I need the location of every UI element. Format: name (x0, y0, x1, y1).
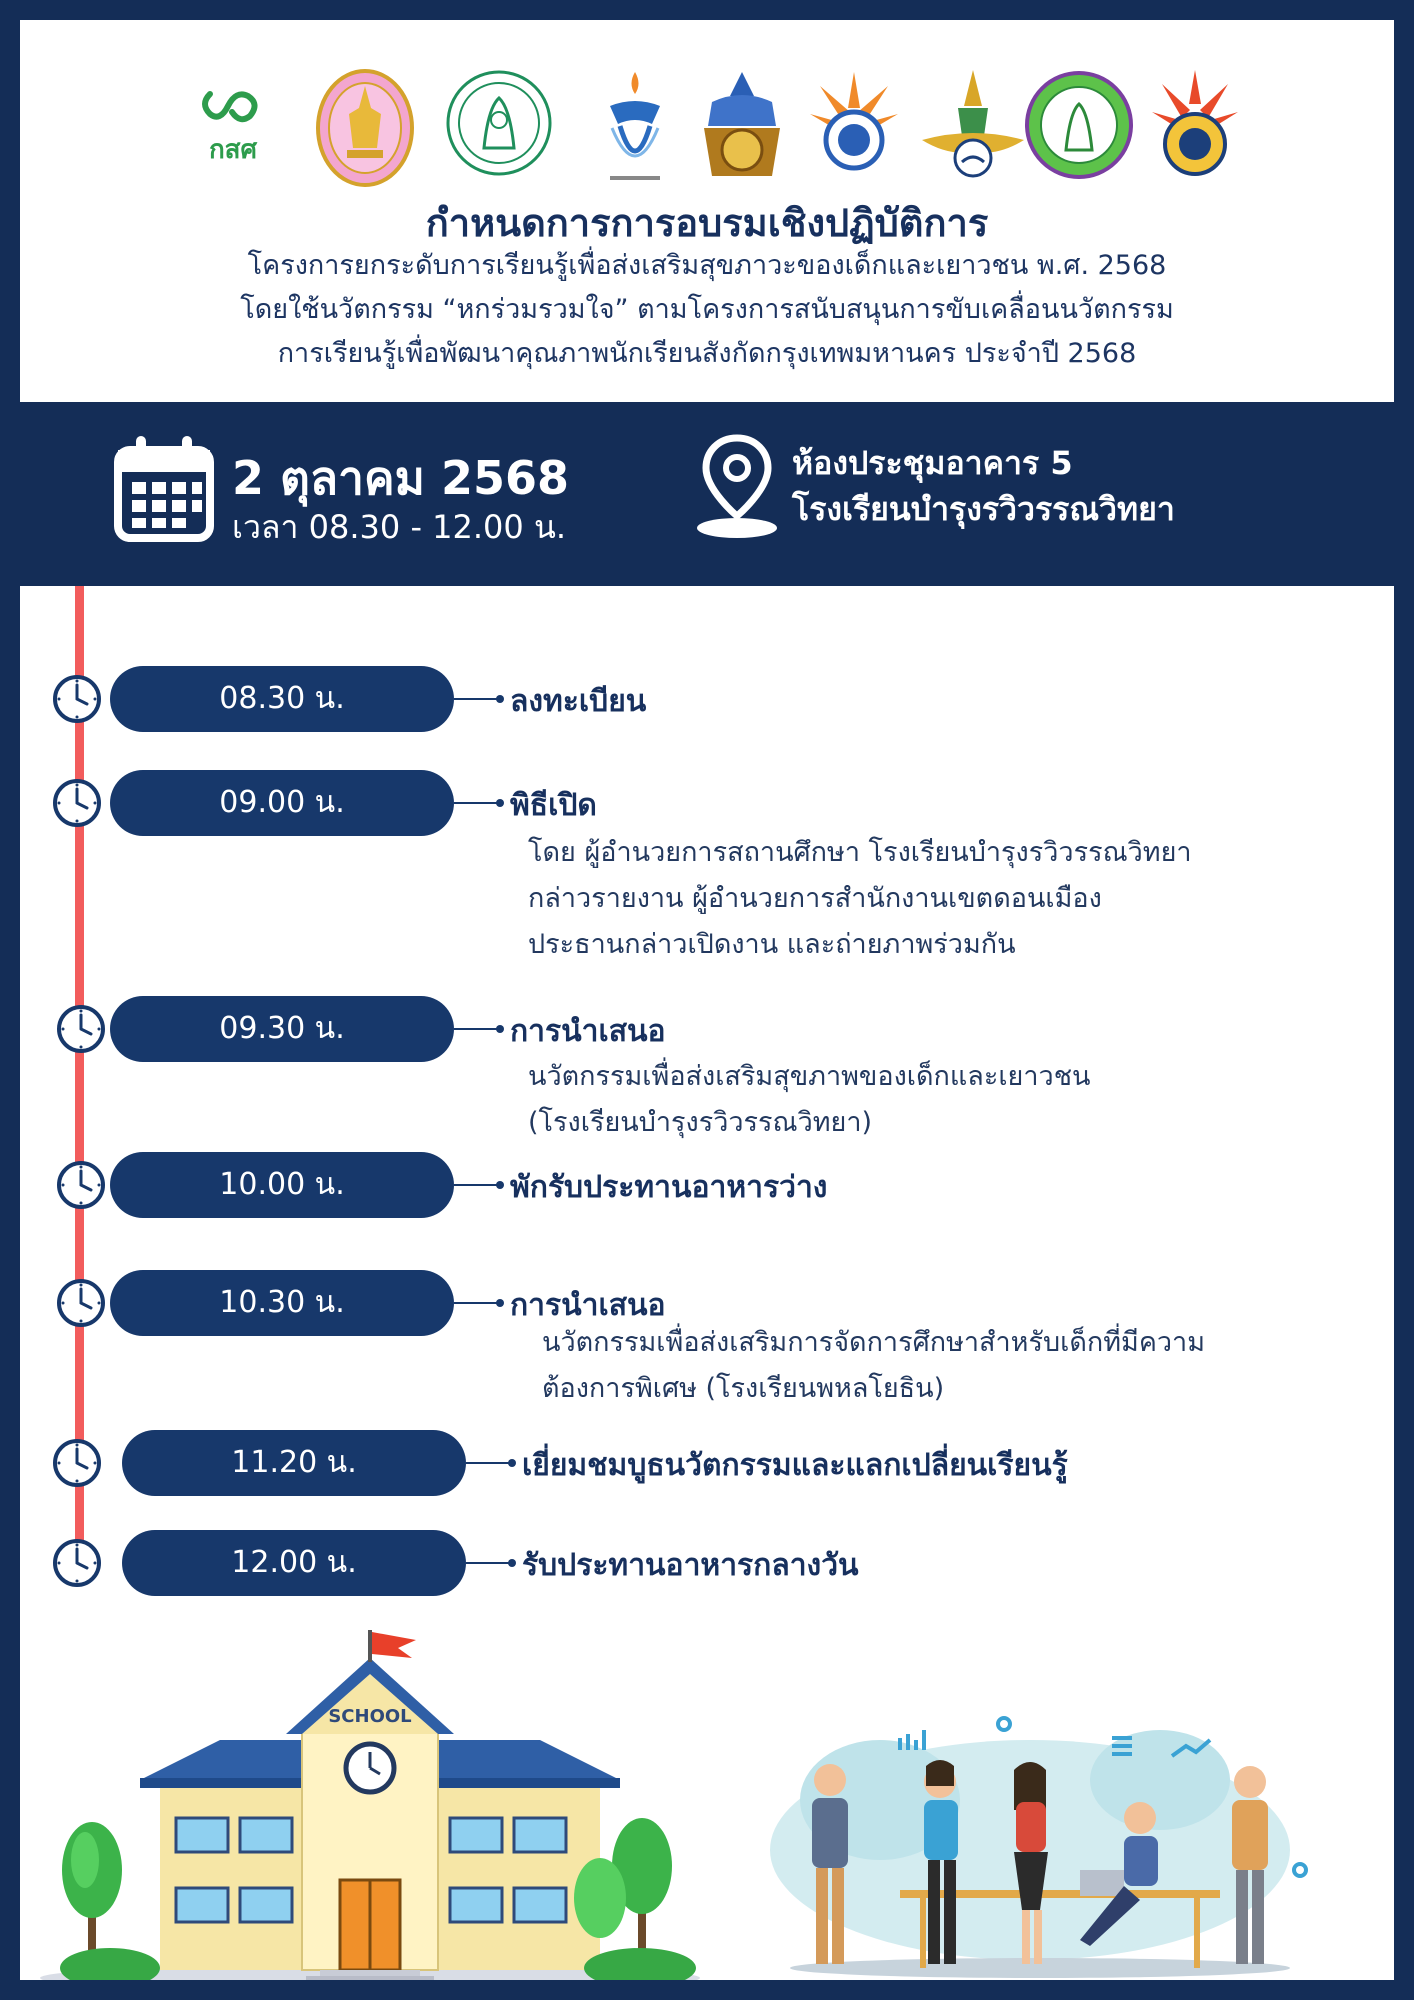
school-logo-1 (590, 66, 680, 190)
description-line: ต้องการพิเศษ (โรงเรียนพหลโยธิน) (542, 1373, 945, 1404)
connector-line (454, 802, 500, 804)
school-illustration (40, 1630, 720, 1980)
time-pill: 09.00 น. (110, 770, 454, 836)
connector-line (466, 1462, 512, 1464)
bangkok-seal-logo (444, 68, 554, 182)
connector-line (466, 1562, 512, 1564)
connector-line (454, 1302, 500, 1304)
description-line: ประธานกล่าวเปิดงาน และถ่ายภาพร่วมกัน (528, 929, 1016, 960)
school-logo-3 (806, 68, 902, 182)
connector-line (454, 698, 500, 700)
time-pill: 11.20 น. (122, 1430, 466, 1496)
connector-dot (496, 1025, 504, 1033)
time-pill: 10.30 น. (110, 1270, 454, 1336)
description-line: นวัตกรรมเพื่อส่งเสริมสุขภาพของเด็กและเยาวชน (528, 1061, 1091, 1092)
clock-icon (56, 1278, 106, 1328)
ossk-logo (188, 76, 278, 170)
school-logo-4 (918, 66, 1028, 190)
poster (20, 20, 1394, 1980)
description-line: โดย ผู้อำนวยการสถานศึกษา โรงเรียนบำรุงรวิวรรณวิทยา (528, 837, 1192, 868)
location-pin-icon (692, 432, 782, 546)
subtitle (80, 244, 1334, 376)
description-line: นวัตกรรมเพื่อส่งเสริมการจัดการศึกษาสำหรับเด็กที่มีความ (542, 1327, 1206, 1358)
logo-row (20, 48, 1394, 188)
clock-icon (52, 1538, 102, 1588)
venue-room: ห้องประชุมอาคาร 5 (792, 444, 1073, 482)
schedule-item-description (528, 830, 1192, 968)
clock-icon (56, 1160, 106, 1210)
subtitle-line: การเรียนรู้เพื่อพัฒนาคุณภาพนักเรียนสังกัดกรุงเทพมหานคร ประจำปี 2568 (277, 338, 1137, 369)
subtitle-line: โครงการยกระดับการเรียนรู้เพื่อส่งเสริมสุขภาวะของเด็กและเยาวชน พ.ศ. 2568 (247, 250, 1167, 281)
time-pill: 09.30 น. (110, 996, 454, 1062)
connector-dot (508, 1559, 516, 1567)
schedule-item-title: การนำเสนอ (510, 1014, 666, 1049)
team-illustration (740, 1710, 1360, 1980)
connector-dot (496, 799, 504, 807)
clock-icon (52, 674, 102, 724)
event-date: 2 ตุลาคม 2568 (232, 451, 570, 505)
clock-icon (52, 778, 102, 828)
temple-seal-logo (315, 68, 415, 192)
venue-school: โรงเรียนบำรุงรวิวรรณวิทยา (792, 490, 1175, 528)
connector-line (454, 1028, 500, 1030)
clock-icon (56, 1004, 106, 1054)
connector-dot (496, 1181, 504, 1189)
svg-text:กสศ: กสศ (208, 135, 258, 165)
timeline-line (75, 586, 84, 1586)
time-pill: 10.00 น. (110, 1152, 454, 1218)
info-band (20, 402, 1394, 586)
school-logo-2 (692, 66, 792, 190)
description-line: กล่าวรายงาน ผู้อำนวยการสำนักงานเขตดอนเมือง (528, 883, 1102, 914)
connector-dot (496, 695, 504, 703)
description-line: (โรงเรียนบำรุงรวิวรรณวิทยา) (528, 1107, 873, 1138)
schedule-item-description (542, 1320, 1205, 1412)
bangkok-green-seal-logo (1024, 70, 1134, 184)
schedule-item-title: พักรับประทานอาหารว่าง (510, 1170, 828, 1205)
schedule-item-title: พิธีเปิด (510, 788, 597, 823)
schedule-item-title: รับประทานอาหารกลางวัน (522, 1548, 859, 1583)
connector-dot (508, 1459, 516, 1467)
connector-dot (496, 1299, 504, 1307)
clock-icon (52, 1438, 102, 1488)
page-title: กำหนดการการอบรมเชิงปฏิบัติการ (425, 201, 989, 245)
connector-line (454, 1184, 500, 1186)
subtitle-line: โดยใช้นวัตกรรม “หกร่วมรวมใจ” ตามโครงการสนับสนุนการขับเคลื่อนนวัตกรรม (240, 294, 1174, 325)
schedule-item-title: การนำเสนอ (510, 1288, 666, 1323)
schedule-item-description (528, 1054, 1090, 1146)
time-pill: 12.00 น. (122, 1530, 466, 1596)
schedule-item-title: เยี่ยมชมบูธนวัตกรรมและแลกเปลี่ยนเรียนรู้ (522, 1448, 1068, 1483)
school-sign-text: SCHOOL (328, 1706, 412, 1727)
schedule-item-title: ลงทะเบียน (510, 684, 647, 719)
time-pill: 08.30 น. (110, 666, 454, 732)
calendar-icon (112, 432, 216, 548)
school-logo-5 (1150, 68, 1240, 188)
event-time: เวลา 08.30 - 12.00 น. (232, 508, 566, 546)
